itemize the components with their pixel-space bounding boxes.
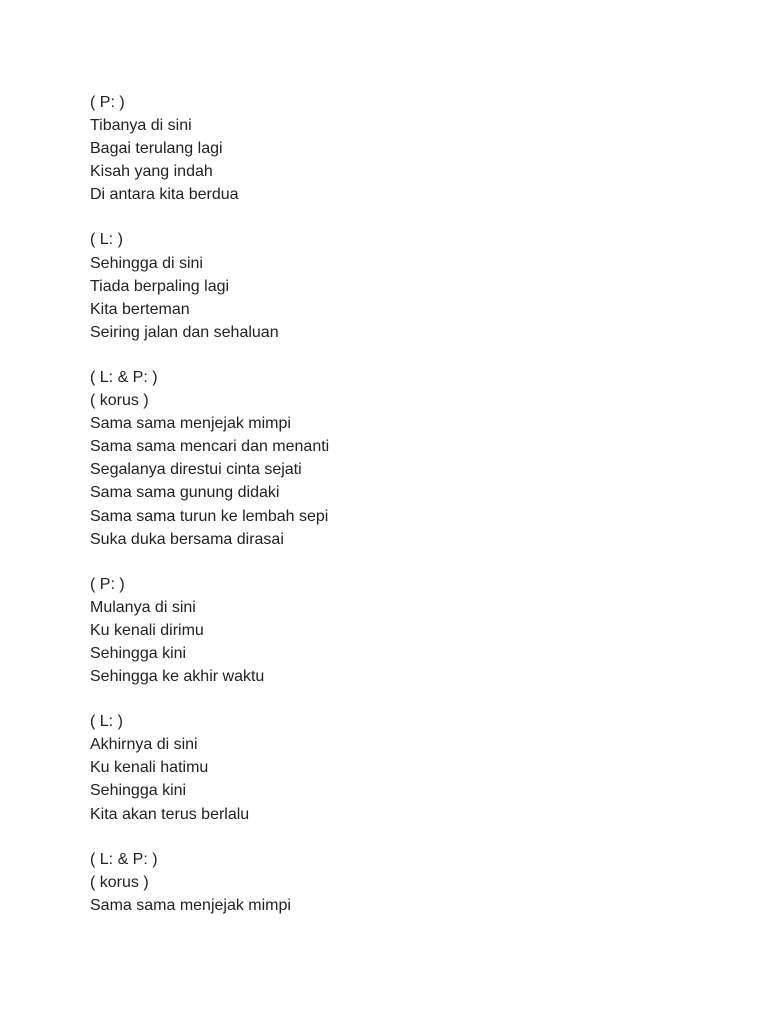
lyric-line: Sama sama menjejak mimpi: [90, 896, 291, 914]
lyric-line: Tibanya di sini: [90, 117, 192, 135]
singer-label: ( P: ): [90, 575, 125, 593]
lyric-line: Sama sama menjejak mimpi: [90, 415, 291, 433]
stanza-5: [90, 710, 730, 825]
lyric-line: Bagai terulang lagi: [90, 140, 223, 158]
stanza-2: [90, 228, 730, 343]
singer-label: ( P: ): [90, 94, 125, 111]
lyric-line: Suka duka bersama dirasai: [90, 530, 284, 548]
lyric-line: Sehingga ke akhir waktu: [90, 668, 265, 686]
lyric-line: Sehingga kini: [90, 644, 187, 662]
section-label: ( korus ): [90, 873, 149, 891]
lyric-line: Segalanya direstui cinta sejati: [90, 461, 302, 479]
lyric-line: Kita akan terus berlalu: [90, 805, 250, 823]
lyric-line: Sehingga di sini: [90, 254, 203, 272]
lyric-line: Sehingga kini: [90, 782, 187, 800]
lyric-line: Tiada berpaling lagi: [90, 277, 230, 295]
lyrics-document: [90, 91, 730, 939]
lyric-line: Mulanya di sini: [90, 598, 196, 616]
lyric-line: Kisah yang indah: [90, 163, 213, 181]
lyric-line: Di antara kita berdua: [90, 186, 239, 204]
stanza-4: [90, 573, 730, 688]
lyric-line: Ku kenali hatimu: [90, 759, 209, 777]
singer-label: ( L: & P: ): [90, 850, 158, 868]
lyric-line: Akhirnya di sini: [90, 736, 198, 754]
lyric-line: Kita berteman: [90, 300, 190, 318]
stanza-1: [90, 91, 730, 206]
lyric-line: Seiring jalan dan sehaluan: [90, 323, 279, 341]
lyric-line: Sama sama gunung didaki: [90, 484, 280, 502]
lyric-line: Sama sama mencari dan menanti: [90, 438, 330, 456]
stanza-6: [90, 848, 730, 917]
stanza-3: [90, 366, 730, 551]
section-label: ( korus ): [90, 392, 149, 410]
singer-label: ( L: ): [90, 713, 123, 731]
lyric-line: Sama sama turun ke lembah sepi: [90, 507, 329, 525]
singer-label: ( L: ): [90, 231, 123, 249]
lyric-line: Ku kenali dirimu: [90, 621, 204, 639]
singer-label: ( L: & P: ): [90, 368, 158, 386]
